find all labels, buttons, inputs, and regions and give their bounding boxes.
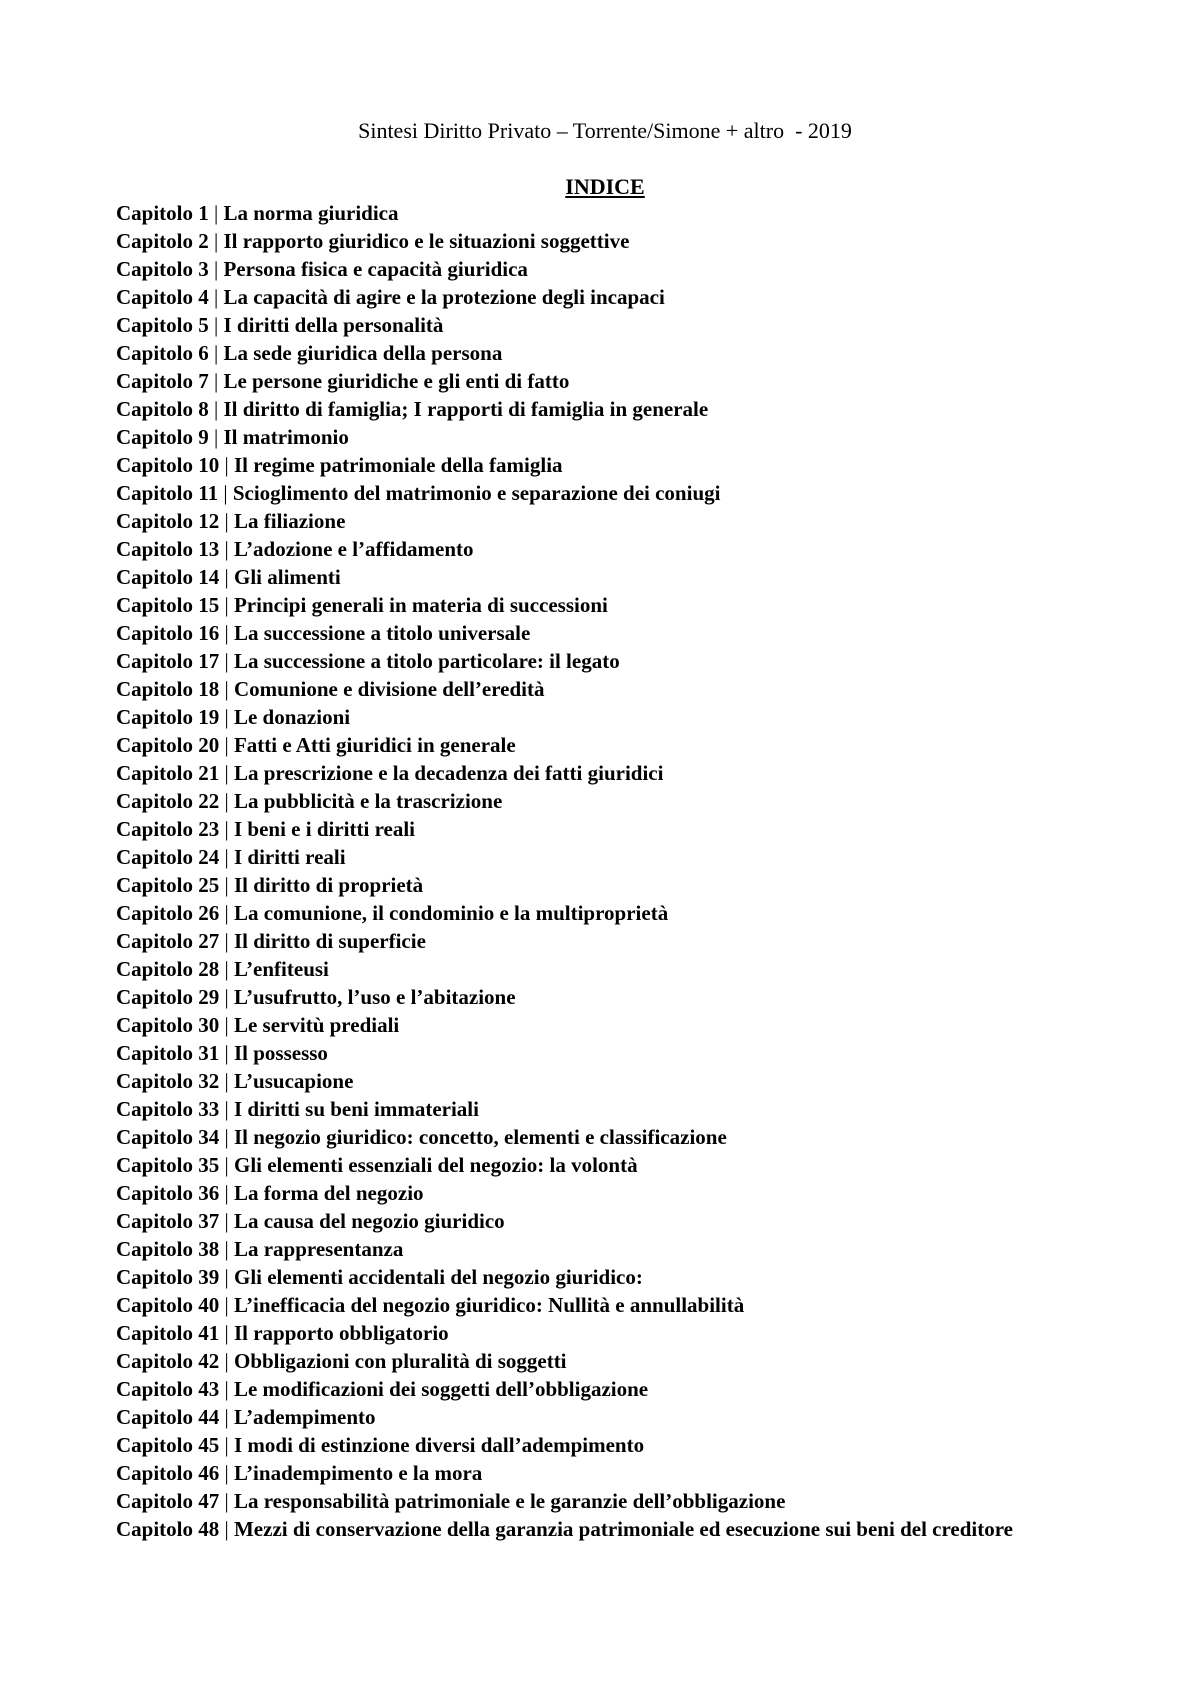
- chapter-title: I diritti su beni immateriali: [233, 1097, 479, 1121]
- chapter-title: L’adozione e l’affidamento: [233, 537, 474, 561]
- chapter-separator: |: [208, 313, 224, 337]
- toc-entry: [116, 423, 1096, 451]
- chapter-title: Le servitù prediali: [233, 1013, 400, 1037]
- chapter-separator: |: [219, 621, 234, 645]
- chapter-separator: |: [219, 1321, 234, 1345]
- chapter-title: La forma del negozio: [233, 1181, 424, 1205]
- chapter-title: Il rapporto giuridico e le situazioni soggettive: [223, 229, 630, 253]
- chapter-number: Capitolo 35: [116, 1153, 220, 1177]
- chapter-title: I beni e i diritti reali: [233, 817, 415, 841]
- toc-entry: [116, 955, 1096, 983]
- chapter-separator: |: [219, 1349, 234, 1373]
- chapter-title: La responsabilità patrimoniale e le garanzie dell’obbligazione: [233, 1489, 786, 1513]
- chapter-title: Scioglimento del matrimonio e separazione dei coniugi: [232, 481, 721, 505]
- chapter-separator: |: [219, 593, 234, 617]
- chapter-number: Capitolo 2: [116, 229, 209, 253]
- chapter-separator: |: [219, 1377, 234, 1401]
- chapter-number: Capitolo 44: [116, 1405, 220, 1429]
- toc-entry: [116, 899, 1096, 927]
- chapter-separator: |: [219, 957, 234, 981]
- chapter-title: La sede giuridica della persona: [223, 341, 503, 365]
- chapter-title: La pubblicità e la trascrizione: [233, 789, 503, 813]
- chapter-separator: |: [219, 817, 234, 841]
- chapter-number: Capitolo 36: [116, 1181, 220, 1205]
- chapter-title: Obbligazioni con pluralità di soggetti: [233, 1349, 567, 1373]
- chapter-title: Persona fisica e capacità giuridica: [223, 257, 528, 281]
- chapter-number: Capitolo 10: [116, 453, 220, 477]
- toc-entry: [116, 1291, 1096, 1319]
- chapter-title: L’usucapione: [233, 1069, 354, 1093]
- toc-entry: [116, 1515, 1096, 1543]
- toc-entry: [116, 1347, 1096, 1375]
- chapter-title: Mezzi di conservazione della garanzia patrimoniale ed esecuzione sui beni del creditore: [233, 1517, 1014, 1541]
- chapter-title: Il matrimonio: [223, 425, 349, 449]
- toc-entry: [116, 1235, 1096, 1263]
- chapter-number: Capitolo 45: [116, 1433, 220, 1457]
- chapter-title: Principi generali in materia di successioni: [233, 593, 608, 617]
- chapter-separator: |: [219, 1209, 234, 1233]
- chapter-separator: |: [219, 1405, 234, 1429]
- chapter-title: Fatti e Atti giuridici in generale: [233, 733, 516, 757]
- chapter-separator: |: [219, 873, 234, 897]
- chapter-title: Gli alimenti: [233, 565, 341, 589]
- chapter-number: Capitolo 23: [116, 817, 220, 841]
- chapter-title: Le modificazioni dei soggetti dell’obbligazione: [233, 1377, 649, 1401]
- chapter-separator: |: [219, 537, 234, 561]
- chapter-separator: |: [208, 229, 224, 253]
- chapter-number: Capitolo 14: [116, 565, 220, 589]
- chapter-separator: |: [208, 285, 224, 309]
- chapter-separator: |: [219, 845, 234, 869]
- chapter-separator: |: [219, 1125, 234, 1149]
- toc-entry: [116, 591, 1096, 619]
- toc-entry: [116, 1095, 1096, 1123]
- chapter-number: Capitolo 37: [116, 1209, 220, 1233]
- toc-entry: [116, 815, 1096, 843]
- chapter-separator: |: [219, 1489, 234, 1513]
- toc-entry: [116, 1123, 1096, 1151]
- chapter-separator: |: [219, 649, 234, 673]
- chapter-number: Capitolo 31: [116, 1041, 220, 1065]
- chapter-title: L’inefficacia del negozio giuridico: Nullità e annullabilità: [233, 1293, 745, 1317]
- toc-entry: [116, 731, 1096, 759]
- toc-entry: [116, 703, 1096, 731]
- index-heading: INDICE: [565, 174, 645, 199]
- chapter-separator: |: [219, 929, 234, 953]
- chapter-number: Capitolo 15: [116, 593, 220, 617]
- chapter-number: Capitolo 17: [116, 649, 220, 673]
- chapter-title: Il negozio giuridico: concetto, elementi e classificazione: [233, 1125, 727, 1149]
- chapter-number: Capitolo 34: [116, 1125, 220, 1149]
- chapter-separator: |: [219, 985, 234, 1009]
- chapter-separator: |: [219, 733, 234, 757]
- chapter-separator: |: [219, 1265, 234, 1289]
- toc-entry: [116, 983, 1096, 1011]
- toc-entry: [116, 871, 1096, 899]
- toc-entry: [116, 339, 1096, 367]
- chapter-separator: |: [208, 369, 224, 393]
- chapter-title: Le donazioni: [233, 705, 351, 729]
- chapter-number: Capitolo 18: [116, 677, 220, 701]
- toc-entry: [116, 395, 1096, 423]
- chapter-title: L’enfiteusi: [233, 957, 329, 981]
- chapter-number: Capitolo 22: [116, 789, 220, 813]
- document-title: Sintesi Diritto Privato – Torrente/Simone + altro - 2019: [358, 118, 852, 143]
- chapter-title: La successione a titolo universale: [233, 621, 531, 645]
- chapter-number: Capitolo 30: [116, 1013, 220, 1037]
- chapter-separator: |: [208, 201, 224, 225]
- chapter-number: Capitolo 1: [116, 201, 209, 225]
- chapter-separator: |: [208, 425, 224, 449]
- toc-entry: [116, 787, 1096, 815]
- chapter-number: Capitolo 48: [116, 1517, 220, 1541]
- chapter-title: Le persone giuridiche e gli enti di fatto: [223, 369, 570, 393]
- chapter-separator: |: [218, 481, 233, 505]
- chapter-title: La norma giuridica: [223, 201, 399, 225]
- chapter-title: La filiazione: [233, 509, 346, 533]
- toc-entry: [116, 1487, 1096, 1515]
- chapter-title: La prescrizione e la decadenza dei fatti giuridici: [233, 761, 664, 785]
- chapter-number: Capitolo 33: [116, 1097, 220, 1121]
- chapter-separator: |: [219, 1461, 234, 1485]
- toc-entry: [116, 619, 1096, 647]
- chapter-separator: |: [219, 705, 234, 729]
- chapter-number: Capitolo 41: [116, 1321, 220, 1345]
- toc-entry: [116, 283, 1096, 311]
- chapter-separator: |: [219, 761, 234, 785]
- toc-entry: [116, 199, 1096, 227]
- chapter-number: Capitolo 20: [116, 733, 220, 757]
- chapter-title: La rappresentanza: [233, 1237, 404, 1261]
- chapter-number: Capitolo 3: [116, 257, 209, 281]
- chapter-separator: |: [219, 1013, 234, 1037]
- chapter-number: Capitolo 39: [116, 1265, 220, 1289]
- chapter-number: Capitolo 25: [116, 873, 220, 897]
- chapter-title: Il regime patrimoniale della famiglia: [233, 453, 563, 477]
- chapter-number: Capitolo 26: [116, 901, 220, 925]
- chapter-number: Capitolo 6: [116, 341, 209, 365]
- chapter-separator: |: [219, 789, 234, 813]
- chapter-title: Il diritto di famiglia; I rapporti di famiglia in generale: [223, 397, 709, 421]
- chapter-number: Capitolo 9: [116, 425, 209, 449]
- chapter-title: La causa del negozio giuridico: [233, 1209, 505, 1233]
- chapter-separator: |: [219, 1517, 234, 1541]
- chapter-title: Gli elementi accidentali del negozio giuridico:: [233, 1265, 643, 1289]
- chapter-number: Capitolo 40: [116, 1293, 220, 1317]
- toc-entry: [116, 311, 1096, 339]
- chapter-number: Capitolo 47: [116, 1489, 220, 1513]
- toc-entry: [116, 675, 1096, 703]
- chapter-number: Capitolo 12: [116, 509, 220, 533]
- toc-entry: [116, 1067, 1096, 1095]
- chapter-separator: |: [219, 509, 234, 533]
- table-of-contents: [116, 199, 1096, 1543]
- chapter-number: Capitolo 46: [116, 1461, 220, 1485]
- toc-entry: [116, 1403, 1096, 1431]
- toc-entry: [116, 535, 1096, 563]
- chapter-separator: |: [208, 257, 224, 281]
- chapter-number: Capitolo 21: [116, 761, 220, 785]
- chapter-separator: |: [219, 1181, 234, 1205]
- chapter-number: Capitolo 38: [116, 1237, 220, 1261]
- toc-entry: [116, 227, 1096, 255]
- toc-entry: [116, 927, 1096, 955]
- chapter-separator: |: [219, 1433, 234, 1457]
- toc-entry: [116, 1319, 1096, 1347]
- chapter-separator: |: [208, 341, 224, 365]
- chapter-title: Gli elementi essenziali del negozio: la volontà: [233, 1153, 638, 1177]
- chapter-separator: |: [208, 397, 224, 421]
- chapter-number: Capitolo 11: [116, 481, 219, 505]
- chapter-separator: |: [219, 1237, 234, 1261]
- toc-entry: [116, 1375, 1096, 1403]
- chapter-separator: |: [219, 565, 234, 589]
- toc-entry: [116, 759, 1096, 787]
- chapter-number: Capitolo 5: [116, 313, 209, 337]
- chapter-title: La capacità di agire e la protezione degli incapaci: [223, 285, 665, 309]
- chapter-title: La successione a titolo particolare: il legato: [233, 649, 620, 673]
- chapter-separator: |: [219, 1041, 234, 1065]
- toc-entry: [116, 367, 1096, 395]
- chapter-number: Capitolo 4: [116, 285, 209, 309]
- toc-entry: [116, 255, 1096, 283]
- chapter-number: Capitolo 42: [116, 1349, 220, 1373]
- chapter-separator: |: [219, 453, 234, 477]
- toc-entry: [116, 1039, 1096, 1067]
- chapter-title: I diritti reali: [233, 845, 346, 869]
- chapter-number: Capitolo 7: [116, 369, 209, 393]
- chapter-title: Il diritto di proprietà: [233, 873, 424, 897]
- toc-entry: [116, 843, 1096, 871]
- toc-entry: [116, 563, 1096, 591]
- toc-entry: [116, 451, 1096, 479]
- chapter-title: Comunione e divisione dell’eredità: [233, 677, 545, 701]
- chapter-number: Capitolo 32: [116, 1069, 220, 1093]
- chapter-title: L’adempimento: [233, 1405, 376, 1429]
- chapter-number: Capitolo 29: [116, 985, 220, 1009]
- toc-entry: [116, 1151, 1096, 1179]
- chapter-separator: |: [219, 1097, 234, 1121]
- chapter-title: I modi di estinzione diversi dall’adempimento: [233, 1433, 645, 1457]
- chapter-title: L’inadempimento e la mora: [233, 1461, 483, 1485]
- toc-entry: [116, 507, 1096, 535]
- chapter-separator: |: [219, 1153, 234, 1177]
- chapter-separator: |: [219, 677, 234, 701]
- chapter-separator: |: [219, 1069, 234, 1093]
- chapter-separator: |: [219, 1293, 234, 1317]
- toc-entry: [116, 1179, 1096, 1207]
- toc-entry: [116, 1263, 1096, 1291]
- chapter-number: Capitolo 24: [116, 845, 220, 869]
- toc-entry: [116, 647, 1096, 675]
- chapter-number: Capitolo 13: [116, 537, 220, 561]
- chapter-title: I diritti della personalità: [223, 313, 444, 337]
- chapter-title: La comunione, il condominio e la multiproprietà: [233, 901, 669, 925]
- chapter-number: Capitolo 43: [116, 1377, 220, 1401]
- chapter-title: Il possesso: [233, 1041, 328, 1065]
- chapter-number: Capitolo 27: [116, 929, 220, 953]
- chapter-number: Capitolo 8: [116, 397, 209, 421]
- chapter-separator: |: [219, 901, 234, 925]
- chapter-title: L’usufrutto, l’uso e l’abitazione: [233, 985, 516, 1009]
- toc-entry: [116, 1011, 1096, 1039]
- chapter-title: Il diritto di superficie: [233, 929, 426, 953]
- chapter-number: Capitolo 19: [116, 705, 220, 729]
- toc-entry: [116, 479, 1096, 507]
- chapter-number: Capitolo 28: [116, 957, 220, 981]
- chapter-title: Il rapporto obbligatorio: [233, 1321, 449, 1345]
- chapter-number: Capitolo 16: [116, 621, 220, 645]
- toc-entry: [116, 1431, 1096, 1459]
- toc-entry: [116, 1459, 1096, 1487]
- toc-entry: [116, 1207, 1096, 1235]
